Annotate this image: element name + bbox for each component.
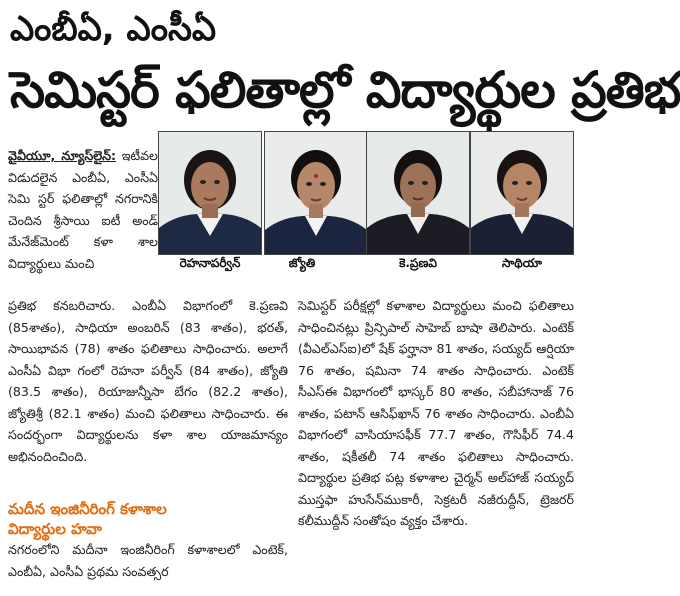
photo-3 xyxy=(366,131,470,255)
photo-caption-3: కె.ప్రణవి xyxy=(399,256,437,270)
subheading-line-2: విద్యార్థుల హవా xyxy=(8,520,102,538)
left-column-text: ప్రతిభ కనబరిచారు. ఎంబీఏ విభాగంలో కె.ప్రణవి (85శాతం), సాధియా అంబరిన్ (83 శాతం), భరత్, సాయిభావన (78) శాతం ఫలితాలు సాధించారు. అలాగే ఎంసీఏ విభా గంలో రెహనా పర్వీన్ (84 శాతం), జ్యోతి (83.5 శాతం), రియాజున్నీసా బేగం (82.2 శాతం), జ్యోతిశ్రీ (82.1 శాతం) మంచి ఫలితాలు సాధించారు. ఈ సందర్భంగా విద్యార్థులను కళా శాల యాజమాన్యం అభినందించింది. xyxy=(8,298,288,464)
photo-caption-4: సాథియా xyxy=(501,256,543,270)
subheading xyxy=(8,499,288,541)
subheading-line-1: మదీన ఇంజినీరింగ్ కళాశాల xyxy=(8,500,167,518)
photo-caption-1: రెహనాపర్వీన్ xyxy=(179,256,241,270)
photo-1 xyxy=(158,131,262,255)
kicker-title: ఎంబీఏ, ఎంసీఏ xyxy=(10,9,217,49)
intro-text: ఇటీవల విడుదలైన ఎంబీఏ, ఎంసీఏ సెమి స్టర్ ఫలితాల్లో నగరానికి చెందిన శ్రీసాయి ఐటీ అండ్ మేనేజ్‌మెంట్ కళా శాల విద్యార్థులు మంచి xyxy=(8,148,158,271)
right-column-text: సెమిస్టర్ పరీక్షల్లో కళాశాల విద్యార్థులు మంచి ఫలితాలు సాధించినట్లు ప్రిన్సిపాల్ సాహెబ్ బాషా తెలిపారు. ఎంటెక్ (వీఎల్‌ఎస్ఐ)లో షేక్ ఫర్హానా 81 శాతం, సయ్యద్ ఆర్షియా 76 శాతం, షమినా 74 శాతం సాధించారు. ఎంటెక్ సీఎస్ఈ విభాగంలో భాస్కర్ 80 శాతం, సబీహానాజ్ 76 శాతం, పటాన్ ఆసిఫ్‌ఖాన్ 76 శాతం సాధించారు. ఎంబీఏ విభాగంలో వాసియాసఫీక్ 77.7 శాతం, గౌసిఫీర్ 74.4 శాతం, షకీతలీ 74 శాతం ఫలితాలు సాధించారు. విద్యార్థుల ప్రతిభ పట్ల కళాశాల చైర్మన్ అల్‌హాజ్ సయ్యద్ ముస్తఫా హుసేన్‌ముకారీ, సెక్రటరీ నజీరుద్దీన్, ట్రెజరర్ కలీముద్దీన్ సంతోషం వ్యక్తం చేశారు. xyxy=(298,298,574,528)
article-left-column xyxy=(8,295,288,495)
article-right-column xyxy=(298,295,574,595)
article-bottom-left xyxy=(8,539,288,595)
article-intro xyxy=(8,145,158,295)
photo-4 xyxy=(470,131,574,255)
headline: సెమిస్టర్ ఫలితాల్లో విద్యార్థుల ప్రతిభ xyxy=(10,61,680,119)
photo-caption-2: జ్యోతి xyxy=(288,256,316,270)
dateline: వైవీయూ, న్యూస్‌లైన్: xyxy=(8,148,117,163)
bottom-left-text: నగరంలోని మదీనా ఇంజినీరింగ్ కళాశాలలో ఎంటెక్, ఎంబీఏ, ఎంసీఏ ప్రథమ సంవత్సర xyxy=(8,542,288,579)
photo-2 xyxy=(264,131,368,255)
